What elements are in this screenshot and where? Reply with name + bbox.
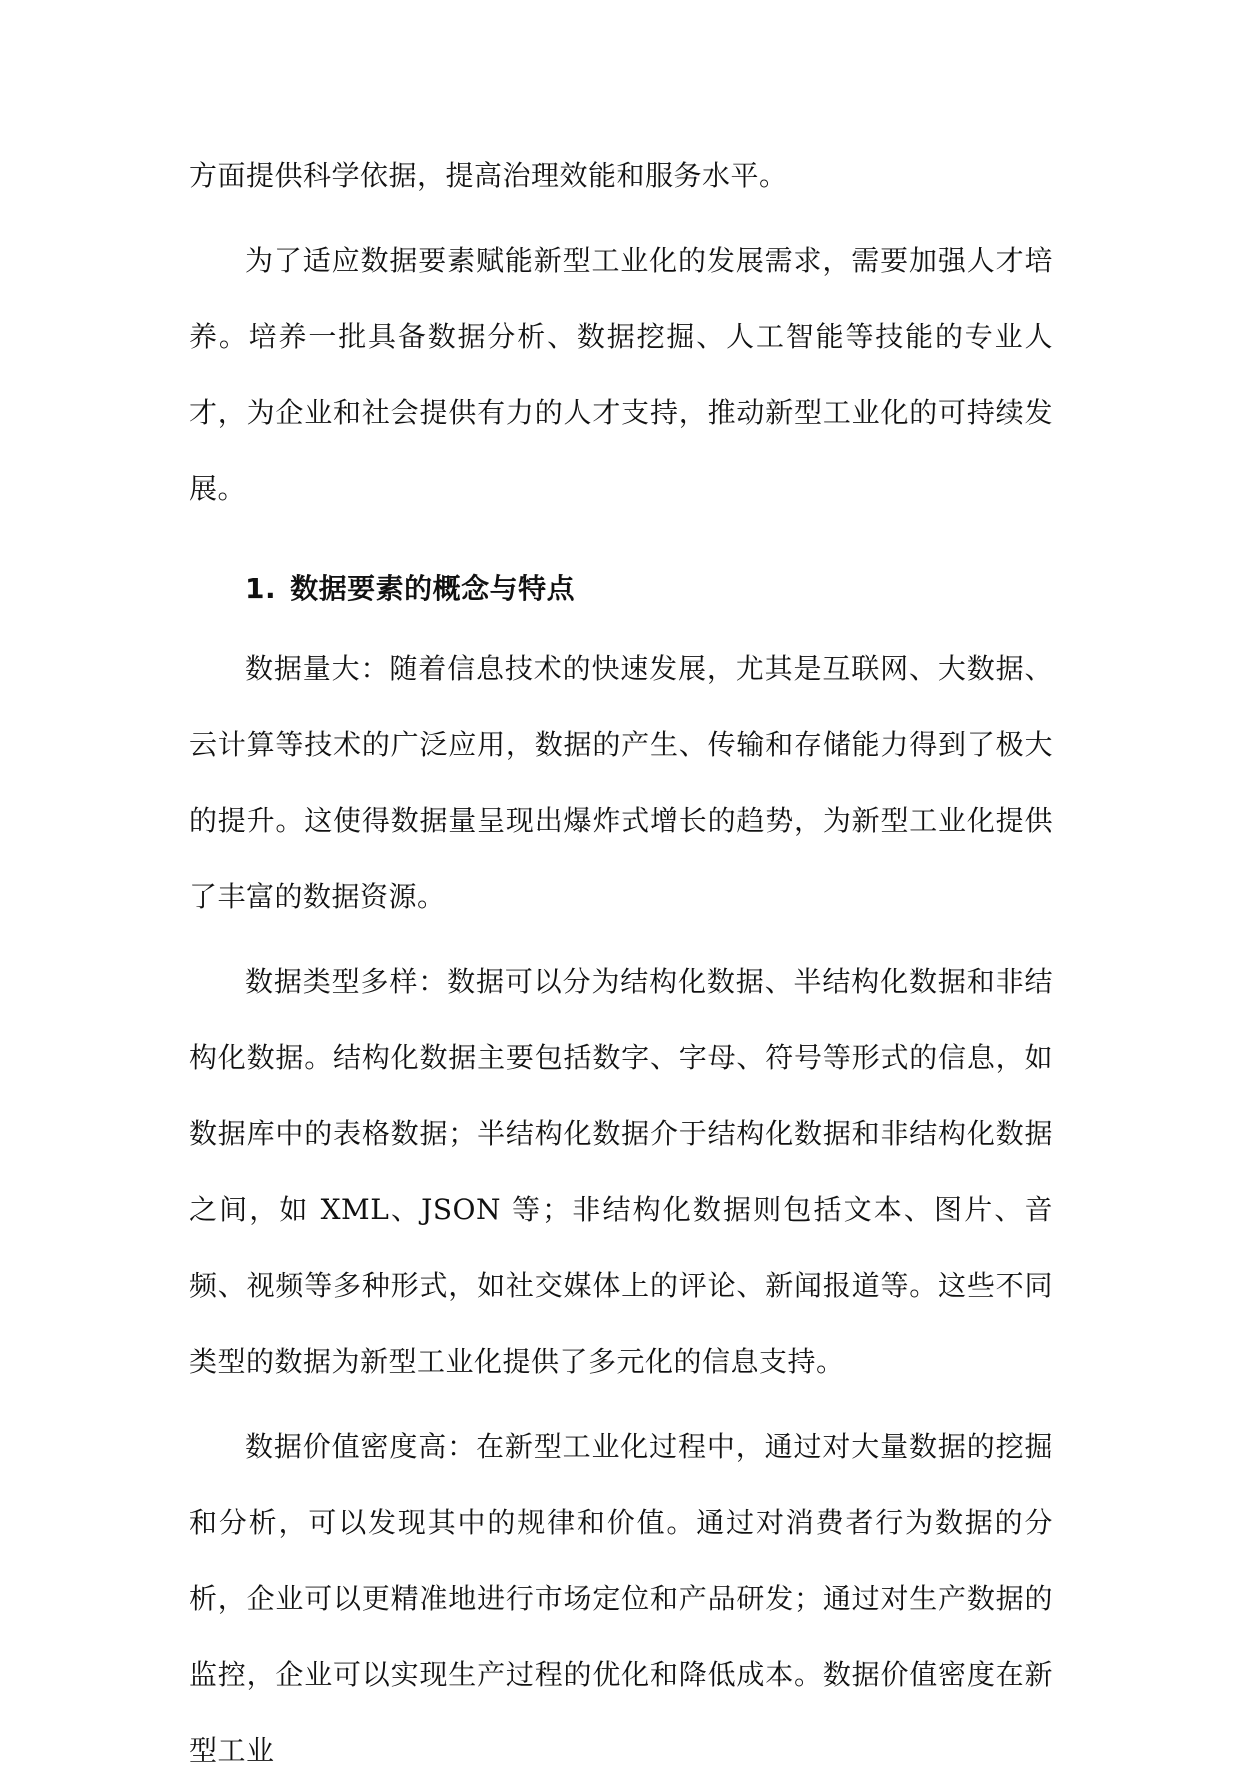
paragraph-talent-training: 为了适应数据要素赋能新型工业化的发展需求，需要加强人才培养。培养一批具备数据分析、数据挖掘、人工智能等技能的专业人才，为企业和社会提供有力的人才支持，推动新型工业化的可持续发展。 (189, 244, 1053, 505)
paragraph-data-value-density: 数据价值密度高：在新型工业化过程中，通过对大量数据的挖掘和分析，可以发现其中的规律和价值。通过对消费者行为数据的分析，企业可以更精准地进行市场定位和产品研发；通过对生产数据的监控，企业可以实现生产过程的优化和降低成本。数据价值密度在新型工业 (189, 1430, 1053, 1767)
section-number: 1. (245, 572, 277, 605)
section-heading (189, 551, 1053, 627)
paragraph-continuation: 方面提供科学依据，提高治理效能和服务水平。 (189, 159, 788, 192)
paragraph-data-volume: 数据量大：随着信息技术的快速发展，尤其是互联网、大数据、云计算等技术的广泛应用，数据的产生、传输和存储能力得到了极大的提升。这使得数据量呈现出爆炸式增长的趋势，为新型工业化提供了丰富的数据资源。 (189, 652, 1053, 913)
section-title: 数据要素的概念与特点 (290, 572, 576, 605)
document-body (189, 138, 1053, 1789)
paragraph-data-types: 数据类型多样：数据可以分为结构化数据、半结构化数据和非结构化数据。结构化数据主要包括数字、字母、符号等形式的信息，如数据库中的表格数据；半结构化数据介于结构化数据和非结构化数据之间，如 XML、JSON 等；非结构化数据则包括文本、图片、音频、视频等多种形式，如社交媒体上的评论、新闻报道等。这些不同类型的数据为新型工业化提供了多元化的信息支持。 (189, 965, 1053, 1378)
